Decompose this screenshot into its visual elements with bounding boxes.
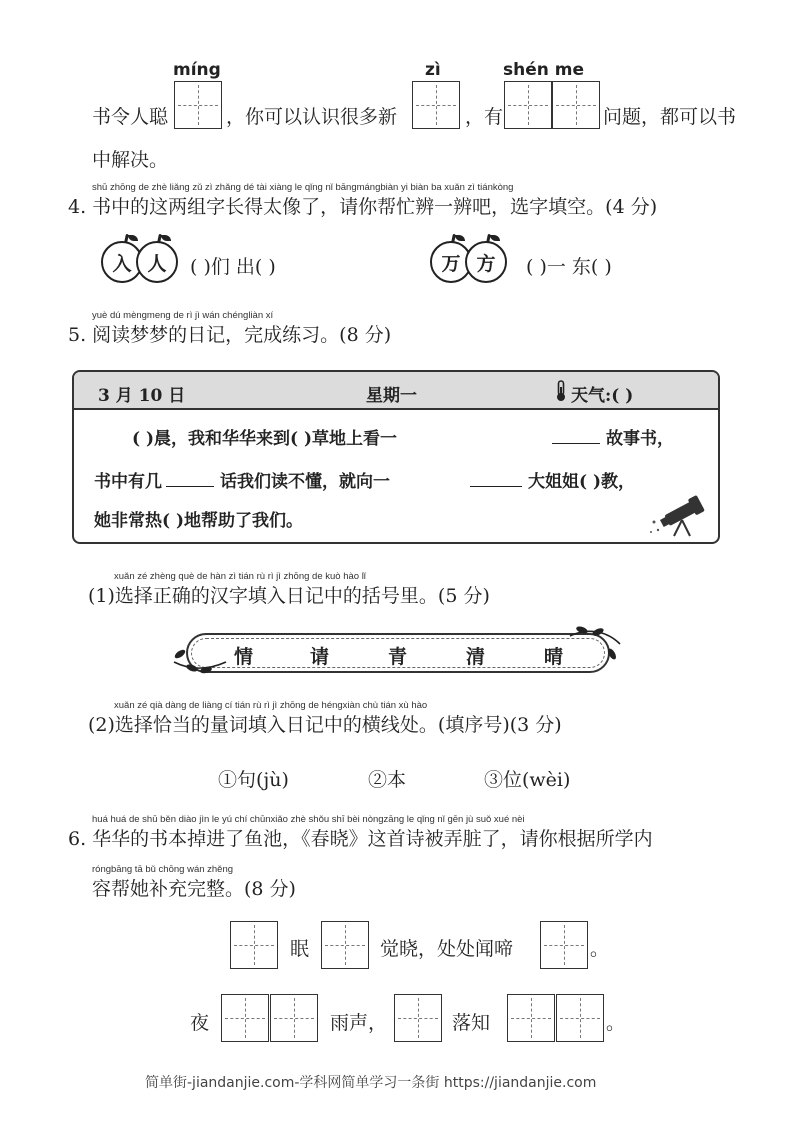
poem-line1-end: 。	[590, 938, 610, 960]
diary-weather: 天气:( )	[571, 386, 634, 406]
q6-question-line1: 6. 华华的书本掉进了鱼池，《春晓》这首诗被弄脏了，请你根据所学内	[68, 828, 653, 850]
q5-pinyin: yuè dú mèngmeng de rì jì wán chéngliàn xí	[92, 310, 274, 321]
poem-writing-box[interactable]	[321, 921, 369, 969]
apple-leaf-icon	[490, 235, 500, 241]
diary-line3: 她非常热( )地帮助了我们。	[94, 511, 304, 531]
apple-leaf-icon	[455, 235, 465, 241]
q3-text-seg1: 书令人聪	[92, 106, 169, 128]
poem-line1-b: 觉晓，处处闻啼	[380, 938, 514, 960]
footer-watermark: 简单街-jiandanjie.com-学科网简单学习一条街 https://jiandanjie.com	[145, 1075, 597, 1091]
diary-line1-a: ( )晨，我和华华来到( )草地上看一	[132, 429, 398, 449]
diary-blank[interactable]	[166, 467, 214, 487]
q5-sub1-question: (1)选择正确的汉字填入日记中的括号里。(5 分)	[88, 585, 490, 607]
leaf-decoration-icon	[170, 640, 230, 674]
q3-text-seg4: 问题，都可以书	[603, 106, 737, 128]
poem-line2-c: 落知	[452, 1012, 491, 1034]
diary-blank[interactable]	[552, 424, 600, 444]
poem-line1-a: 眠	[290, 938, 310, 960]
pinyin-shenme: shén me	[503, 60, 585, 80]
apple-icon: 人	[136, 241, 178, 283]
poem-writing-box[interactable]	[540, 921, 588, 969]
q4-blanks-set1: ( )们 出( )	[190, 256, 276, 278]
q3-text-seg2: ，你可以认识很多新	[226, 106, 398, 128]
q4-question: 4. 书中的这两组字长得太像了，请你帮忙辨一辨吧，选字填空。(4 分)	[68, 196, 658, 218]
diary-line2-b: 话我们读不懂，就向一	[220, 472, 390, 492]
writing-box[interactable]	[504, 81, 552, 129]
q6-pinyin-line2: róngbāng tā bǔ chōng wán zhěng	[92, 864, 234, 875]
q4-blanks-set2: ( )一 东( )	[526, 256, 612, 278]
poem-writing-box[interactable]	[556, 994, 604, 1042]
measure-word-option: ①句(jù)	[218, 769, 289, 791]
diary-card	[72, 370, 720, 544]
diary-weekday: 星期一	[366, 386, 417, 406]
diary-line2-c: 大姐姐( )教，	[528, 472, 636, 492]
diary-blank[interactable]	[470, 467, 522, 487]
writing-box[interactable]	[174, 81, 222, 129]
pinyin-zi: zì	[425, 60, 441, 80]
q5-question: 5. 阅读梦梦的日记，完成练习。(8 分)	[68, 324, 392, 346]
writing-box[interactable]	[412, 81, 460, 129]
char-option: 晴	[544, 646, 564, 668]
poem-writing-box[interactable]	[230, 921, 278, 969]
char-option: 清	[466, 646, 486, 668]
diary-line1-b: 故事书，	[606, 429, 674, 449]
apple-icon: 入	[101, 241, 143, 283]
q3-text-seg3: ，有	[465, 106, 504, 128]
q5-sub2-question: (2)选择恰当的量词填入日记中的横线处。(填序号)(3 分)	[88, 714, 562, 736]
q3-text-line2: 中解决。	[92, 149, 169, 171]
poem-writing-box[interactable]	[270, 994, 318, 1042]
apple-icon: 万	[430, 241, 472, 283]
poem-line2-b: 雨声，	[330, 1012, 388, 1034]
char-option: 请	[310, 646, 330, 668]
pinyin-ming: míng	[173, 60, 221, 80]
diary-line2-a: 书中有几	[94, 472, 162, 492]
diary-header	[74, 372, 718, 410]
q5-sub2-pinyin: xuǎn zé qià dàng de liàng cí tián rù rì jì zhōng de héngxiàn chù tián xù hào	[114, 700, 428, 711]
leaf-decoration-icon	[566, 624, 626, 668]
poem-writing-box[interactable]	[221, 994, 269, 1042]
q4-pinyin: shū zhōng de zhè liǎng zǔ zì zhǎng dé tài xiàng le qǐng nǐ bāngmángbiàn yi biàn ba xuǎn zì tiánkòng	[92, 182, 514, 193]
q6-question-line2: 容帮她补充完整。(8 分)	[92, 878, 296, 900]
char-banner	[186, 633, 610, 673]
q6-pinyin-line1: huá huá de shū běn diào jìn le yú chí chūnxiǎo zhè shǒu shī bèi nòngzāng le qǐng nǐ gēn jù suǒ xué nèi	[92, 814, 525, 825]
measure-word-option: ②本	[368, 769, 407, 791]
char-option: 情	[234, 646, 254, 668]
char-option: 青	[388, 646, 408, 668]
writing-box[interactable]	[552, 81, 600, 129]
thermometer-icon	[554, 380, 568, 402]
measure-word-option: ③位(wèi)	[484, 769, 571, 791]
diary-date: 3 月 10 日	[98, 386, 186, 406]
telescope-icon	[648, 492, 710, 538]
q5-sub1-pinyin: xuǎn zé zhèng què de hàn zì tián rù rì jì zhōng de kuò hào lǐ	[114, 571, 366, 582]
apple-leaf-icon	[161, 235, 171, 241]
apple-leaf-icon	[128, 235, 138, 241]
apple-icon: 方	[465, 241, 507, 283]
poem-writing-box[interactable]	[394, 994, 442, 1042]
poem-writing-box[interactable]	[507, 994, 555, 1042]
poem-line2-a: 夜	[190, 1012, 210, 1034]
poem-line2-end: 。	[606, 1012, 626, 1034]
